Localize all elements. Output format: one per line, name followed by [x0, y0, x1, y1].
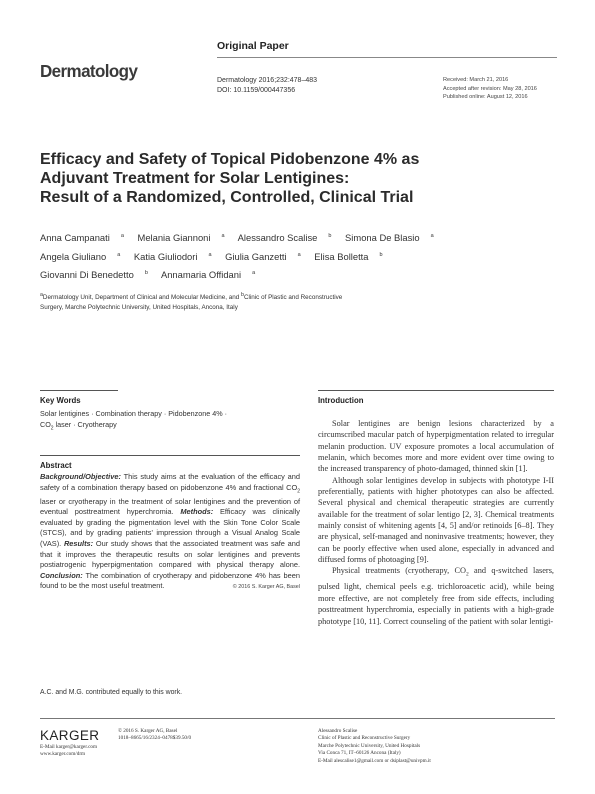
author: Giulia Ganzetti $^a$	[225, 250, 301, 262]
publisher-email[interactable]: E-Mail karger@karger.com	[40, 744, 98, 750]
author: Melania Giannoni $^a$	[137, 232, 225, 244]
author: Alessandro Scalise $^b$	[237, 232, 332, 244]
contribution-note: A.C. and M.G. contributed equally to this work.	[40, 689, 183, 696]
article-title	[40, 150, 560, 207]
author: Giovanni Di Benedetto $^b$	[40, 269, 148, 281]
publisher-logo: KARGER	[40, 728, 100, 743]
journal-logo: Dermatology	[40, 61, 138, 82]
introduction-body	[318, 418, 554, 627]
title-line: Efficacy and Safety of Topical Pidobenzone 4% as	[40, 151, 420, 168]
author-list	[40, 228, 560, 284]
author: Katia Giuliodori $^a$	[133, 250, 212, 262]
doi-link[interactable]: DOI: 10.1159/000447356	[217, 87, 296, 94]
keywords-rule	[40, 390, 118, 391]
citation: Dermatology 2016;232:478–483	[217, 77, 318, 84]
keywords-heading: Key Words	[40, 396, 81, 405]
correspondence-email[interactable]: E-Mail alescalise1@gmail.com or dsiplast@univpm.it	[318, 757, 431, 764]
affiliations: $^a$Dermatology Unit, Department of Clinical and Molecular Medicine, and $^b$Clinic of Plastic and Reconstructive Surgery, Marche Polytechnic University, United Hospitals, Ancona, Italy	[40, 292, 343, 312]
introduction-heading: Introduction	[318, 396, 364, 405]
footer-rule	[40, 718, 555, 719]
footer-copyright-block: © 2016 S. Karger AG, Basel 1018–8665/16/2324–0478$39.50/0	[118, 728, 192, 742]
correspondence-block: Alessandro Scalise Clinic of Plastic and Reconstructive Surgery Marche Polytechnic University, United Hospitals Via Conca 71, IT–60126 Ancona (Italy) E-Mail alescalise1@gmail.com or dsiplast@univpm.it	[318, 728, 431, 764]
abstract-heading: Abstract	[40, 461, 72, 470]
author: Annamaria Offidani $^a$	[160, 269, 256, 281]
publisher-contact	[40, 744, 97, 759]
received-date: Received: March 21, 2016	[443, 77, 509, 83]
abstract-rule	[40, 455, 300, 456]
paragraph: Solar lentigines are benign lesions characterized by a circumscribed macular patch of hyperpigmentation related to irregular melanin production. UV exposure promotes a local accumulation of melanin, which becomes more and more evident over time owing to the increased transparency of photo-damaged, thinned skin [1].	[318, 419, 554, 474]
header-divider	[217, 57, 557, 58]
abstract-body: Background/Objective: This study aims at the evaluation of the efficacy and safety of a combination therapy based on pidobenzone 4% and fractional $CO_2$ laser or cryotherapy in the treatment of solar lentigines and the prevention of eventual posttreatment hyperchromia. Methods: Efficacy was clinically evaluated by grading the pigmentation level with the Skin Tone Color Scale (STCS), and by grading patients' impression through a Visual Analog Scale (VAS). Results: Our study shows that the associated treatment was safe and that it improves the therapeutic results on solar lentigines and prevents postiatrogenic hyperpigmentation compared with physical therapy alone. Conclusion: The combination of cryotherapy and pidobenzone 4% has been found to be the most useful treatment. © 2016 S. Karger AG, Basel	[40, 472, 300, 593]
published-date: Published online: August 12, 2016	[443, 94, 528, 101]
title-line: Result of a Randomized, Controlled, Clinical Trial	[40, 189, 414, 206]
author: Anna Campanati $^a$	[40, 232, 124, 244]
paragraph: Although solar lentigines develop in subjects with phototype I-II preferentially, patients with higher phototypes can also be affected. Several physical and chemical therapeutic strategies are currently available for the treatment of solar lentigo [2, 3]. Chemical treatments mainly consist of whitening agents [4, 5] and/or retinoids [6–8]. They are physical, self-managed and noninvasive treatments; however, they can be poorly effective when used alone, especially in advanced and diffused forms of photoaging [9].	[318, 475, 554, 565]
keywords: Solar lentigines · Combination therapy · Pidobenzone 4% · $CO_2$ laser · Cryotherapy	[40, 409, 227, 431]
abstract-copyright: © 2016 S. Karger AG, Basel	[232, 584, 300, 591]
publisher-website[interactable]: www.karger.com/drm	[40, 751, 86, 758]
accepted-date: Accepted after revision: May 28, 2016	[443, 85, 537, 92]
title-line: Adjuvant Treatment for Solar Lentigines:	[40, 170, 350, 187]
author: Simona De Blasio $^a$	[345, 232, 434, 244]
citation-block	[217, 76, 317, 96]
paragraph: Physical treatments (cryotherapy, $CO_2$ and q-switched lasers, pulsed light, chemical peels e.g. trichloroacetic acid), while being more effective, are not completely free from side effects, including posttreatment hyperchromia, especially in patients with a high-grade phototype [10, 11]. Correct counseling of the patient with solar lentigi-	[318, 566, 555, 626]
author: Angela Giuliano $^a$	[40, 250, 121, 262]
author: Elisa Bolletta $^b$	[314, 250, 383, 262]
article-dates	[443, 76, 537, 102]
article-type: Original Paper	[217, 40, 289, 52]
introduction-rule	[318, 390, 554, 391]
